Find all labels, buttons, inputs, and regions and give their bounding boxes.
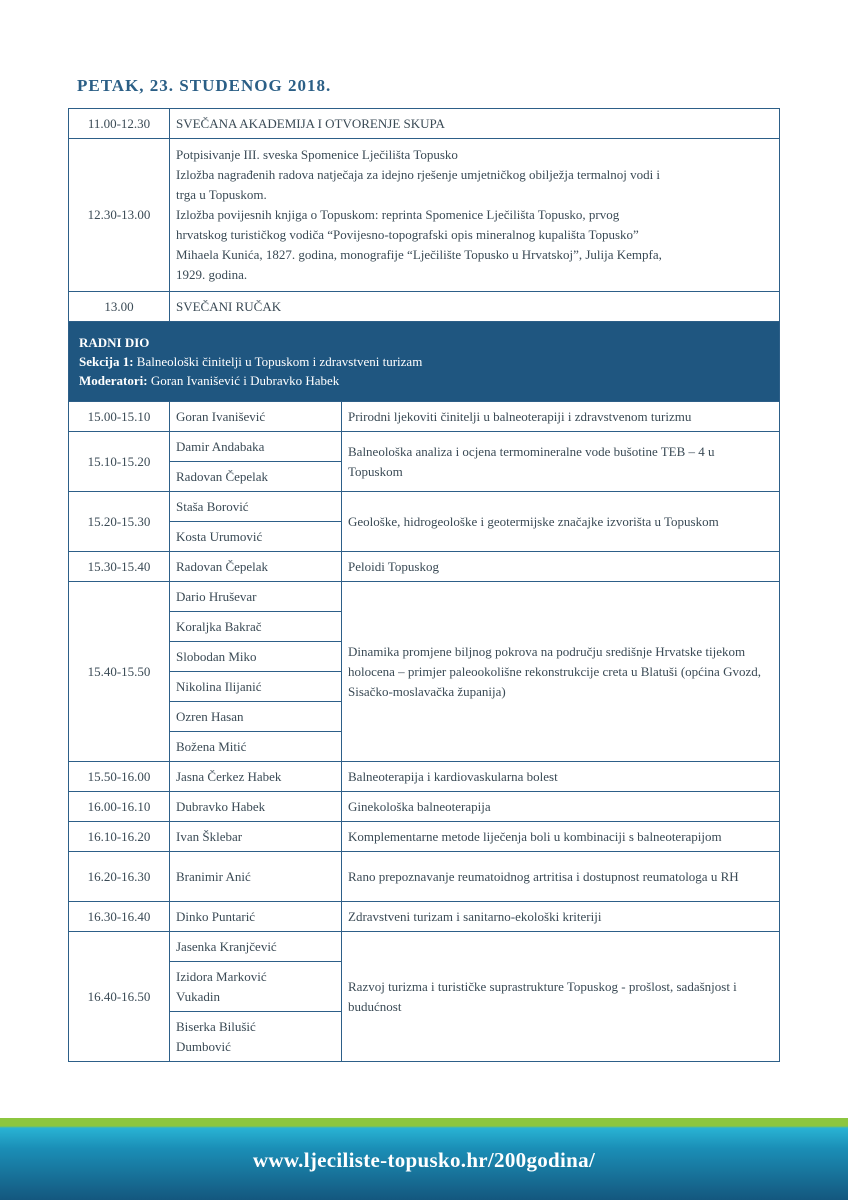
topic-cell: Ginekološka balneoterapija xyxy=(342,792,780,822)
speaker-cell: Izidora Marković Vukadin xyxy=(170,962,342,1012)
topic-cell: Komplementarne metode liječenja boli u kombinaciji s balneoterapijom xyxy=(342,822,780,852)
event-cell: SVEČANA AKADEMIJA I OTVORENJE SKUPA xyxy=(170,109,780,139)
topic-cell: Geološke, hidrogeološke i geotermijske značajke izvorišta u Topuskom xyxy=(342,492,780,552)
page-title: PETAK, 23. STUDENOG 2018. xyxy=(77,76,332,95)
section-header xyxy=(69,322,780,402)
schedule-row xyxy=(69,109,780,139)
sekcija-text: Balneološki činitelji u Topuskom i zdravstveni turizam xyxy=(133,354,423,369)
talk-row xyxy=(69,582,780,612)
time-cell: 11.00-12.30 xyxy=(69,109,170,139)
talk-row xyxy=(69,822,780,852)
event-line: trga u Topuskom. xyxy=(176,187,267,202)
footer-url[interactable]: www.ljeciliste-topusko.hr/200godina/ xyxy=(252,1148,596,1172)
time-cell: 16.20-16.30 xyxy=(69,852,170,902)
speaker-cell: Biserka Bilušić Dumbović xyxy=(170,1012,342,1062)
speaker-cell: Jasenka Kranjčević xyxy=(170,932,342,962)
topic-cell: Rano prepoznavanje reumatoidnog artritisa i dostupnost reumatologa u RH xyxy=(342,852,780,902)
section-header-row xyxy=(69,322,780,402)
speaker-cell: Jasna Čerkez Habek xyxy=(170,762,342,792)
time-cell: 15.00-15.10 xyxy=(69,402,170,432)
speaker-cell: Dinko Puntarić xyxy=(170,902,342,932)
time-cell: 12.30-13.00 xyxy=(69,139,170,292)
speaker-cell: Ozren Hasan xyxy=(170,702,342,732)
moderatori-label: Moderatori: xyxy=(79,373,148,388)
talk-row xyxy=(69,492,780,522)
speaker-cell: Branimir Anić xyxy=(170,852,342,902)
talk-row xyxy=(69,552,780,582)
speaker-cell: Dubravko Habek xyxy=(170,792,342,822)
program-table xyxy=(68,108,780,1062)
speaker-cell: Staša Borović xyxy=(170,492,342,522)
time-cell: 16.40-16.50 xyxy=(69,932,170,1062)
event-line: Izložba povijesnih knjiga o Topuskom: reprinta Spomenice Lječilišta Topusko, prvog xyxy=(176,207,620,222)
speaker-cell: Damir Andabaka xyxy=(170,432,342,462)
event-line: Potpisivanje III. sveska Spomenice Lječilišta Topusko xyxy=(176,147,458,162)
time-cell: 16.30-16.40 xyxy=(69,902,170,932)
topic-cell: Peloidi Topuskog xyxy=(342,552,780,582)
event-cell xyxy=(170,139,780,292)
event-line: 1929. godina. xyxy=(176,267,248,282)
time-cell: 15.20-15.30 xyxy=(69,492,170,552)
speaker-cell: Nikolina Ilijanić xyxy=(170,672,342,702)
topic-cell: Zdravstveni turizam i sanitarno-ekološki kriteriji xyxy=(342,902,780,932)
talk-row xyxy=(69,762,780,792)
topic-cell: Prirodni ljekoviti činitelji u balneoterapiji i zdravstvenom turizmu xyxy=(342,402,780,432)
speaker-cell: Dario Hruševar xyxy=(170,582,342,612)
time-cell: 13.00 xyxy=(69,292,170,322)
time-cell: 15.30-15.40 xyxy=(69,552,170,582)
sekcija-label: Sekcija 1: xyxy=(79,354,134,369)
speaker-cell: Radovan Čepelak xyxy=(170,462,342,492)
talk-row xyxy=(69,902,780,932)
talk-row xyxy=(69,852,780,902)
speaker-cell: Radovan Čepelak xyxy=(170,552,342,582)
time-cell: 15.10-15.20 xyxy=(69,432,170,492)
event-line: Izložba nagrađenih radova natječaja za idejno rješenje umjetničkog obilježja termalnoj vodi i xyxy=(176,167,661,182)
talk-row xyxy=(69,402,780,432)
speaker-cell: Ivan Šklebar xyxy=(170,822,342,852)
speaker-cell: Božena Mitić xyxy=(170,732,342,762)
schedule-row xyxy=(69,292,780,322)
moderatori-text: Goran Ivanišević i Dubravko Habek xyxy=(147,373,340,388)
time-cell: 16.10-16.20 xyxy=(69,822,170,852)
event-line: Mihaela Kunića, 1827. godina, monografije “Lječilište Topusko u Hrvatskoj”, Julija Kempfa, xyxy=(176,247,662,262)
topic-cell: Razvoj turizma i turističke suprastrukture Topuskog - prošlost, sadašnjost i budućnost xyxy=(342,932,780,1062)
time-cell: 15.50-16.00 xyxy=(69,762,170,792)
speaker-cell: Koraljka Bakrač xyxy=(170,612,342,642)
topic-cell: Dinamika promjene biljnog pokrova na području središnje Hrvatske tijekom holocena – primjer paleookolišne rekonstrukcije creta u Blatuši (općina Gvozd, Sisačko-moslavačka županija) xyxy=(342,582,780,762)
time-cell: 16.00-16.10 xyxy=(69,792,170,822)
section-title: RADNI DIO xyxy=(79,335,150,350)
time-cell: 15.40-15.50 xyxy=(69,582,170,762)
speaker-cell: Slobodan Miko xyxy=(170,642,342,672)
talk-row xyxy=(69,432,780,462)
speaker-cell: Goran Ivanišević xyxy=(170,402,342,432)
talk-row xyxy=(69,932,780,962)
talk-row xyxy=(69,792,780,822)
event-line: hrvatskog turističkog vodiča “Povijesno-topografski opis mineralnog kupališta Topusko” xyxy=(176,227,639,242)
topic-cell: Balneološka analiza i ocjena termomineralne vode bušotine TEB – 4 u Topuskom xyxy=(342,432,780,492)
topic-cell: Balneoterapija i kardiovaskularna bolest xyxy=(342,762,780,792)
event-cell: SVEČANI RUČAK xyxy=(170,292,780,322)
speaker-cell: Kosta Urumović xyxy=(170,522,342,552)
schedule-row xyxy=(69,139,780,292)
